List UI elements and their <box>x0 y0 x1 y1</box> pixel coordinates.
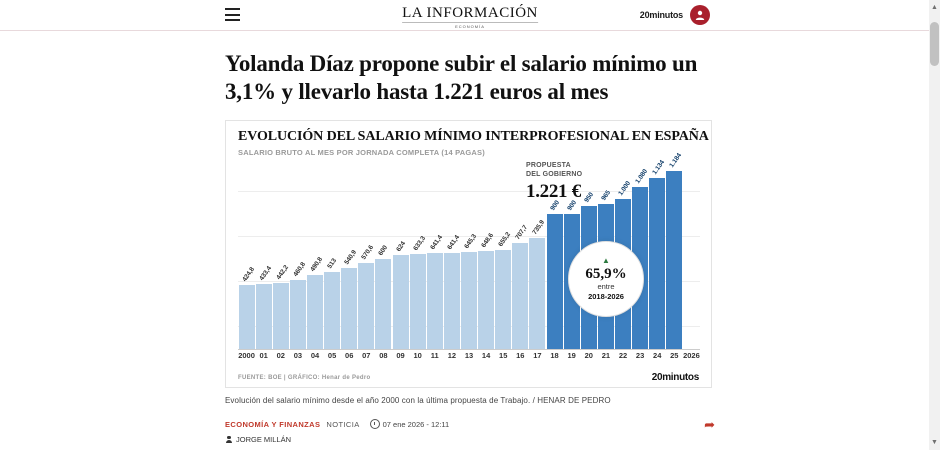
site-logo-text: LA INFORMACIÓN <box>402 5 538 21</box>
chart-bar-rect <box>547 214 563 349</box>
chart-bar-label: 648,6 <box>480 232 496 250</box>
chart-bar-rect <box>478 251 494 349</box>
chart-bar-label: 1.000 <box>617 179 633 197</box>
chart-bar-rect <box>324 272 340 349</box>
chart-bar <box>290 161 306 349</box>
site-logo[interactable] <box>402 6 538 29</box>
content-kind: NOTICIA <box>326 419 360 429</box>
proposal-value: 1.221 € <box>526 181 581 202</box>
clock-icon <box>370 419 380 429</box>
chart-bar-rect <box>512 243 528 349</box>
chart-bar <box>393 161 409 349</box>
proposal-kicker-line2: DEL GOBIERNO <box>526 171 583 178</box>
chart-bar-rect <box>239 285 255 349</box>
byline <box>225 435 715 444</box>
chart-bar-label: 633,3 <box>411 234 427 252</box>
chart-bar-label: 490,8 <box>309 256 325 274</box>
site-header <box>0 0 940 31</box>
x-axis-tick: 21 <box>601 351 611 360</box>
x-axis-tick: 09 <box>396 351 405 360</box>
x-axis-tick: 22 <box>618 351 628 360</box>
section-link[interactable]: ECONOMÍA Y FINANZAS <box>225 419 321 429</box>
x-axis-tick: 13 <box>464 351 474 360</box>
growth-range: 2018-2026 <box>588 291 624 301</box>
chart-credit-logo: 20minutos <box>651 372 699 383</box>
chart-bar-rect <box>427 253 443 349</box>
publish-date <box>370 419 450 429</box>
x-axis-tick: 01 <box>259 351 268 360</box>
chart-bar <box>649 161 665 349</box>
chart-bar-rect <box>307 275 323 349</box>
x-axis-tick: 03 <box>293 351 303 360</box>
chart-bar <box>341 161 357 349</box>
chart-bar-label: 950 <box>583 191 595 205</box>
up-arrow-icon: ▲ <box>602 255 610 265</box>
x-axis-tick: 19 <box>567 351 576 360</box>
chart-bar <box>444 161 460 349</box>
chart-bar-rect <box>529 238 545 349</box>
share-arrow-icon[interactable]: ➦ <box>704 417 715 432</box>
x-axis-tick: 07 <box>362 351 371 360</box>
chart-bar-label: 424,8 <box>240 266 256 284</box>
partner-logo[interactable]: 20minutos <box>639 10 683 20</box>
x-axis-tick: 23 <box>635 351 645 360</box>
chart-bar-rect <box>495 250 511 349</box>
x-axis-tick: 20 <box>584 351 593 360</box>
chart-source: FUENTE: BOE | GRÁFICO: Henar de Pedro <box>238 375 371 381</box>
chart-bar-label: 624 <box>394 240 407 254</box>
chart-bar-label: 900 <box>548 198 561 212</box>
chart-bar-label: 513 <box>326 257 339 270</box>
x-axis-tick: 11 <box>430 351 439 360</box>
page-scrollbar[interactable] <box>929 0 940 450</box>
growth-sub-label: entre <box>597 281 615 291</box>
chart-bar-label: 655,2 <box>497 231 513 249</box>
chart-bar-label: 900 <box>565 198 578 212</box>
chart-bar <box>495 161 511 349</box>
chart-bar-rect <box>273 283 289 350</box>
infographic-chart <box>225 120 712 388</box>
x-axis-tick: 05 <box>327 351 337 360</box>
chart-bar-label: 1.080 <box>634 167 650 185</box>
proposal-annotation <box>526 161 636 203</box>
chart-bar <box>375 161 391 349</box>
chart-bar-rect <box>444 253 460 349</box>
chart-bar-label: 540,9 <box>343 248 359 266</box>
chart-bar-label: 707,7 <box>514 223 530 241</box>
chart-bar-label: 641,4 <box>429 233 444 251</box>
chart-bar-rect <box>410 254 426 349</box>
chart-bar-label: 1.134 <box>651 159 667 177</box>
chart-bar-label: 641,4 <box>446 233 461 251</box>
chart-bar-label: 433,4 <box>257 264 273 282</box>
site-logo-subtext: ECONOMÍA <box>402 22 538 29</box>
chart-bar-rect <box>461 252 477 349</box>
x-axis-tick: 24 <box>653 351 662 360</box>
chart-bar-label: 600 <box>377 244 390 257</box>
x-axis-tick: 25 <box>670 351 679 360</box>
chart-bar-rect <box>341 268 357 349</box>
chart-bar-rect <box>649 178 665 349</box>
x-axis-tick: 04 <box>310 351 320 360</box>
x-axis-tick: 16 <box>516 351 525 360</box>
chart-bar <box>324 161 340 349</box>
x-axis-tick: 15 <box>499 351 508 360</box>
scroll-down-arrow-icon[interactable]: ▼ <box>931 439 938 446</box>
header-right <box>640 5 710 25</box>
chart-bar-label: 735,9 <box>531 219 547 237</box>
chart-bar <box>273 161 289 349</box>
chart-bar <box>239 161 255 349</box>
chart-bar <box>358 161 374 349</box>
chart-bar <box>410 161 426 349</box>
chart-bar-label: 645,3 <box>463 233 479 250</box>
x-axis-tick: 18 <box>550 351 559 360</box>
avatar[interactable] <box>690 5 710 25</box>
chart-bar <box>478 161 494 349</box>
growth-callout <box>568 241 644 317</box>
menu-icon[interactable] <box>225 8 240 21</box>
chart-bar-rect <box>393 255 409 349</box>
x-axis-tick: 2000 <box>238 351 255 360</box>
chart-subtitle: SALARIO BRUTO AL MES POR JORNADA COMPLETA (14 PAGAS) <box>238 148 485 157</box>
chart-bar <box>461 161 477 349</box>
x-axis-tick: 14 <box>481 351 491 360</box>
chart-bar <box>666 151 684 349</box>
chart-bar <box>307 161 323 349</box>
chart-bar-rect <box>256 284 272 349</box>
x-axis-tick: 17 <box>533 351 542 360</box>
article <box>225 50 715 444</box>
user-avatar-icon <box>694 9 706 21</box>
chart-bar-label: 1.184 <box>668 151 684 169</box>
chart-bar-label: 442,2 <box>275 263 290 281</box>
scrollbar-thumb[interactable] <box>930 22 939 66</box>
scroll-up-arrow-icon[interactable]: ▲ <box>931 4 938 11</box>
chart-bar-label: 460,8 <box>292 260 307 278</box>
chart-title: EVOLUCIÓN DEL SALARIO MÍNIMO INTERPROFESIONAL EN ESPAÑA <box>238 129 709 144</box>
chart-bar <box>427 161 443 349</box>
x-axis-tick: 06 <box>345 351 354 360</box>
chart-bar-rect <box>290 280 306 349</box>
chart-bar <box>256 161 272 349</box>
chart-x-axis <box>238 351 700 363</box>
author-name[interactable]: JORGE MILLÁN <box>236 435 292 444</box>
growth-percent: 65,9% <box>585 265 627 282</box>
x-axis-tick: 2026 <box>683 351 700 360</box>
x-axis-tick: 02 <box>276 351 285 360</box>
x-axis-tick: 12 <box>447 351 457 360</box>
article-meta <box>225 417 715 432</box>
publish-date-text: 07 ene 2026 - 12:11 <box>382 419 450 429</box>
chart-bar-rect <box>666 171 682 349</box>
x-axis-tick: 10 <box>413 351 422 360</box>
image-caption: Evolución del salario mínimo desde el año 2000 con la última propuesta de Trabajo. / HENAR DE PEDRO <box>225 396 611 405</box>
page-title: Yolanda Díaz propone subir el salario mínimo un 3,1% y llevarlo hasta 1.221 euros al mes <box>225 51 698 104</box>
x-axis-line <box>238 349 700 350</box>
chart-bar-label: 965 <box>600 189 612 202</box>
chart-bar-label: 570,6 <box>360 244 376 262</box>
proposal-kicker-line1: PROPUESTA <box>526 162 571 169</box>
x-axis-tick: 08 <box>379 351 388 360</box>
person-icon <box>225 436 232 444</box>
chart-bar-rect <box>375 259 391 349</box>
chart-bar-rect <box>358 263 374 349</box>
